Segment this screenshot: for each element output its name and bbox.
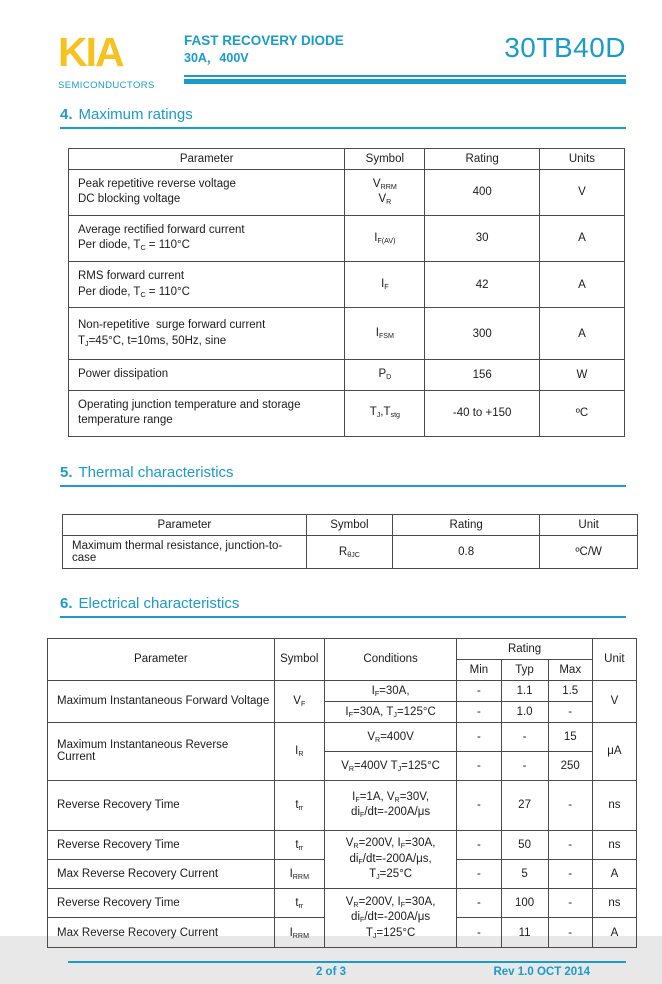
unit-cell: A (539, 262, 624, 308)
table-row (63, 535, 638, 568)
unit-cell: A (592, 859, 636, 888)
unit-cell: A (592, 918, 636, 947)
parameter-cell: Maximum Instantaneous Forward Voltage (48, 680, 275, 722)
col-header-rating: Rating (457, 638, 592, 659)
rating-cell: 30 (425, 215, 540, 261)
unit-cell: A (539, 308, 624, 360)
conditions-cell: $V_R=400V$ $T_J=125^\circ C$ (324, 751, 457, 780)
section-number: 4. (60, 105, 73, 123)
table-row (69, 169, 625, 215)
section-heading-thermal (60, 464, 626, 487)
typ-cell: - (501, 751, 548, 780)
min-cell: - (457, 722, 501, 751)
table-header-row (48, 638, 637, 659)
col-header-units: Units (539, 148, 624, 169)
table-row (48, 780, 637, 830)
col-header-min: Min (457, 659, 501, 680)
rating-cell: -40 to +150 (425, 390, 540, 436)
rating-cell: 42 (425, 262, 540, 308)
col-header-typ: Typ (501, 659, 548, 680)
max-cell: 15 (548, 722, 592, 751)
symbol-cell: $V_F$ (274, 680, 324, 722)
parameter-cell: Reverse Recovery Time (48, 830, 275, 859)
min-cell: - (457, 918, 501, 947)
typ-cell: 5 (501, 859, 548, 888)
unit-cell: μA (592, 722, 636, 780)
unit-cell: W (539, 360, 624, 391)
parameter-cell: RMS forward current Per diode, $T_C = 110^\circ C$ (69, 262, 345, 308)
parameter-cell: Average rectified forward current Per diode, $T_C = 110^\circ C$ (69, 215, 345, 261)
parameter-cell: Maximum thermal resistance, junction-to-case (63, 535, 307, 568)
conditions-cell: $I_F=30A$, (324, 680, 457, 701)
rating-cell: 400 (425, 169, 540, 215)
section-heading-maximum-ratings (60, 106, 626, 129)
conditions-cell: $V_R=200V$, $I_F=30A$, $di_F/dt=-200A/\mu s$ $T_J=125^\circ C$ (324, 889, 457, 948)
min-cell: - (457, 780, 501, 830)
col-header-symbol: Symbol (345, 148, 425, 169)
conditions-cell: $I_F=1A$, $V_R=30V$, $di_F/dt=-200A/\mu s$ (324, 780, 457, 830)
col-header-parameter: Parameter (63, 514, 307, 535)
min-cell: - (457, 751, 501, 780)
table-header-row (69, 148, 625, 169)
symbol-cell: $t_{rr}$ (274, 889, 324, 918)
page-number: 2 of 3 (315, 965, 347, 978)
max-cell: - (548, 780, 592, 830)
symbol-cell: $I_F$ (345, 262, 425, 308)
unit-cell: ºC/W (540, 535, 638, 568)
footer (0, 966, 662, 984)
col-header-parameter: Parameter (48, 638, 275, 680)
part-number: 30TB40D (504, 32, 626, 63)
unit-cell: ºC (539, 390, 624, 436)
footer-rule (68, 961, 626, 963)
table-row (69, 262, 625, 308)
min-cell: - (457, 701, 501, 722)
parameter-cell: Peak repetitive reverse voltage DC blocking voltage (69, 169, 345, 215)
header-rule-thick (184, 79, 626, 84)
min-cell: - (457, 859, 501, 888)
min-cell: - (457, 889, 501, 918)
typ-cell: - (501, 722, 548, 751)
electrical-table (47, 638, 637, 948)
max-cell: 1.5 (548, 680, 592, 701)
symbol-cell: $R_{\theta JC}$ (306, 535, 392, 568)
symbol-cell: $I_R$ (274, 722, 324, 780)
table-row (69, 215, 625, 261)
parameter-cell: Reverse Recovery Time (48, 780, 275, 830)
min-cell: - (457, 830, 501, 859)
header-main (184, 33, 626, 91)
col-header-max: Max (548, 659, 592, 680)
symbol-cell: $T_J,T_{stg}$ (345, 390, 425, 436)
col-header-symbol: Symbol (306, 514, 392, 535)
kia-logo-text: KIA (58, 29, 123, 75)
max-cell: - (548, 889, 592, 918)
max-cell: - (548, 701, 592, 722)
parameter-cell: Max Reverse Recovery Current (48, 918, 275, 947)
typ-cell: 11 (501, 918, 548, 947)
col-header-unit: Unit (540, 514, 638, 535)
typ-cell: 50 (501, 830, 548, 859)
logo-subtitle: SEMICONDUCTORS (58, 79, 155, 91)
table-row (48, 722, 637, 751)
parameter-cell: Power dissipation (69, 360, 345, 391)
product-title: FAST RECOVERY DIODE (184, 33, 344, 48)
rating-cell: 0.8 (393, 535, 540, 568)
section-number: 5. (60, 463, 73, 481)
unit-cell: V (539, 169, 624, 215)
parameter-cell: Operating junction temperature and storage temperature range (69, 390, 345, 436)
col-header-parameter: Parameter (69, 148, 345, 169)
parameter-cell: Non-repetitive surge forward current $T_J=45^\circ C$, t=10ms, 50Hz, sine (69, 308, 345, 360)
conditions-cell: $V_R=400V$ (324, 722, 457, 751)
unit-cell: A (539, 215, 624, 261)
typ-cell: 100 (501, 889, 548, 918)
section-number: 6. (60, 594, 73, 612)
symbol-cell: $t_{rr}$ (274, 780, 324, 830)
max-cell: - (548, 830, 592, 859)
col-header-conditions: Conditions (324, 638, 457, 680)
section-title: Thermal characteristics (78, 463, 234, 481)
typ-cell: 1.0 (501, 701, 548, 722)
max-ratings-table (68, 148, 625, 437)
symbol-cell: $I_{FSM}$ (345, 308, 425, 360)
table-row (48, 830, 637, 859)
table-row (69, 308, 625, 360)
header-title-row (184, 33, 626, 66)
section-heading-electrical (60, 595, 626, 618)
header-rule-thin (184, 75, 626, 77)
table-row (48, 889, 637, 918)
parameter-cell: Maximum Instantaneous Reverse Current (48, 722, 275, 780)
col-header-symbol: Symbol (274, 638, 324, 680)
unit-cell: V (592, 680, 636, 722)
col-header-rating: Rating (393, 514, 540, 535)
unit-cell: ns (592, 830, 636, 859)
header (0, 0, 662, 91)
product-subtitle: 30A，400V (184, 50, 249, 65)
parameter-cell: Max Reverse Recovery Current (48, 859, 275, 888)
parameter-cell: Reverse Recovery Time (48, 889, 275, 918)
symbol-cell: $I_{F(AV)}$ (345, 215, 425, 261)
typ-cell: 1.1 (501, 680, 548, 701)
product-titles (184, 33, 344, 66)
symbol-cell: $P_D$ (345, 360, 425, 391)
symbol-cell: $V_{RRM}$ $V_R$ (345, 169, 425, 215)
max-cell: 250 (548, 751, 592, 780)
col-header-unit: Unit (592, 638, 636, 680)
col-header-rating: Rating (425, 148, 540, 169)
section-title: Electrical characteristics (78, 594, 240, 612)
table-row (48, 680, 637, 701)
unit-cell: ns (592, 780, 636, 830)
table-row (69, 390, 625, 436)
thermal-table (62, 514, 638, 569)
max-cell: - (548, 859, 592, 888)
min-cell: - (457, 680, 501, 701)
symbol-cell: $I_{RRM}$ (274, 918, 324, 947)
symbol-cell: $t_{rr}$ (274, 830, 324, 859)
section-title: Maximum ratings (78, 105, 193, 123)
rating-cell: 300 (425, 308, 540, 360)
table-header-row (63, 514, 638, 535)
symbol-cell: $I_{RRM}$ (274, 859, 324, 888)
unit-cell: ns (592, 889, 636, 918)
kia-logo (58, 29, 170, 91)
revision-label: Rev 1.0 OCT 2014 (493, 965, 590, 978)
conditions-cell: $I_F=30A$, $T_J=125^\circ C$ (324, 701, 457, 722)
rating-cell: 156 (425, 360, 540, 391)
conditions-cell: $V_R=200V$, $I_F=30A$, $di_F/dt=-200A/\mu s$, $T_J=25^\circ C$ (324, 830, 457, 889)
max-cell: - (548, 918, 592, 947)
typ-cell: 27 (501, 780, 548, 830)
table-row (69, 360, 625, 391)
